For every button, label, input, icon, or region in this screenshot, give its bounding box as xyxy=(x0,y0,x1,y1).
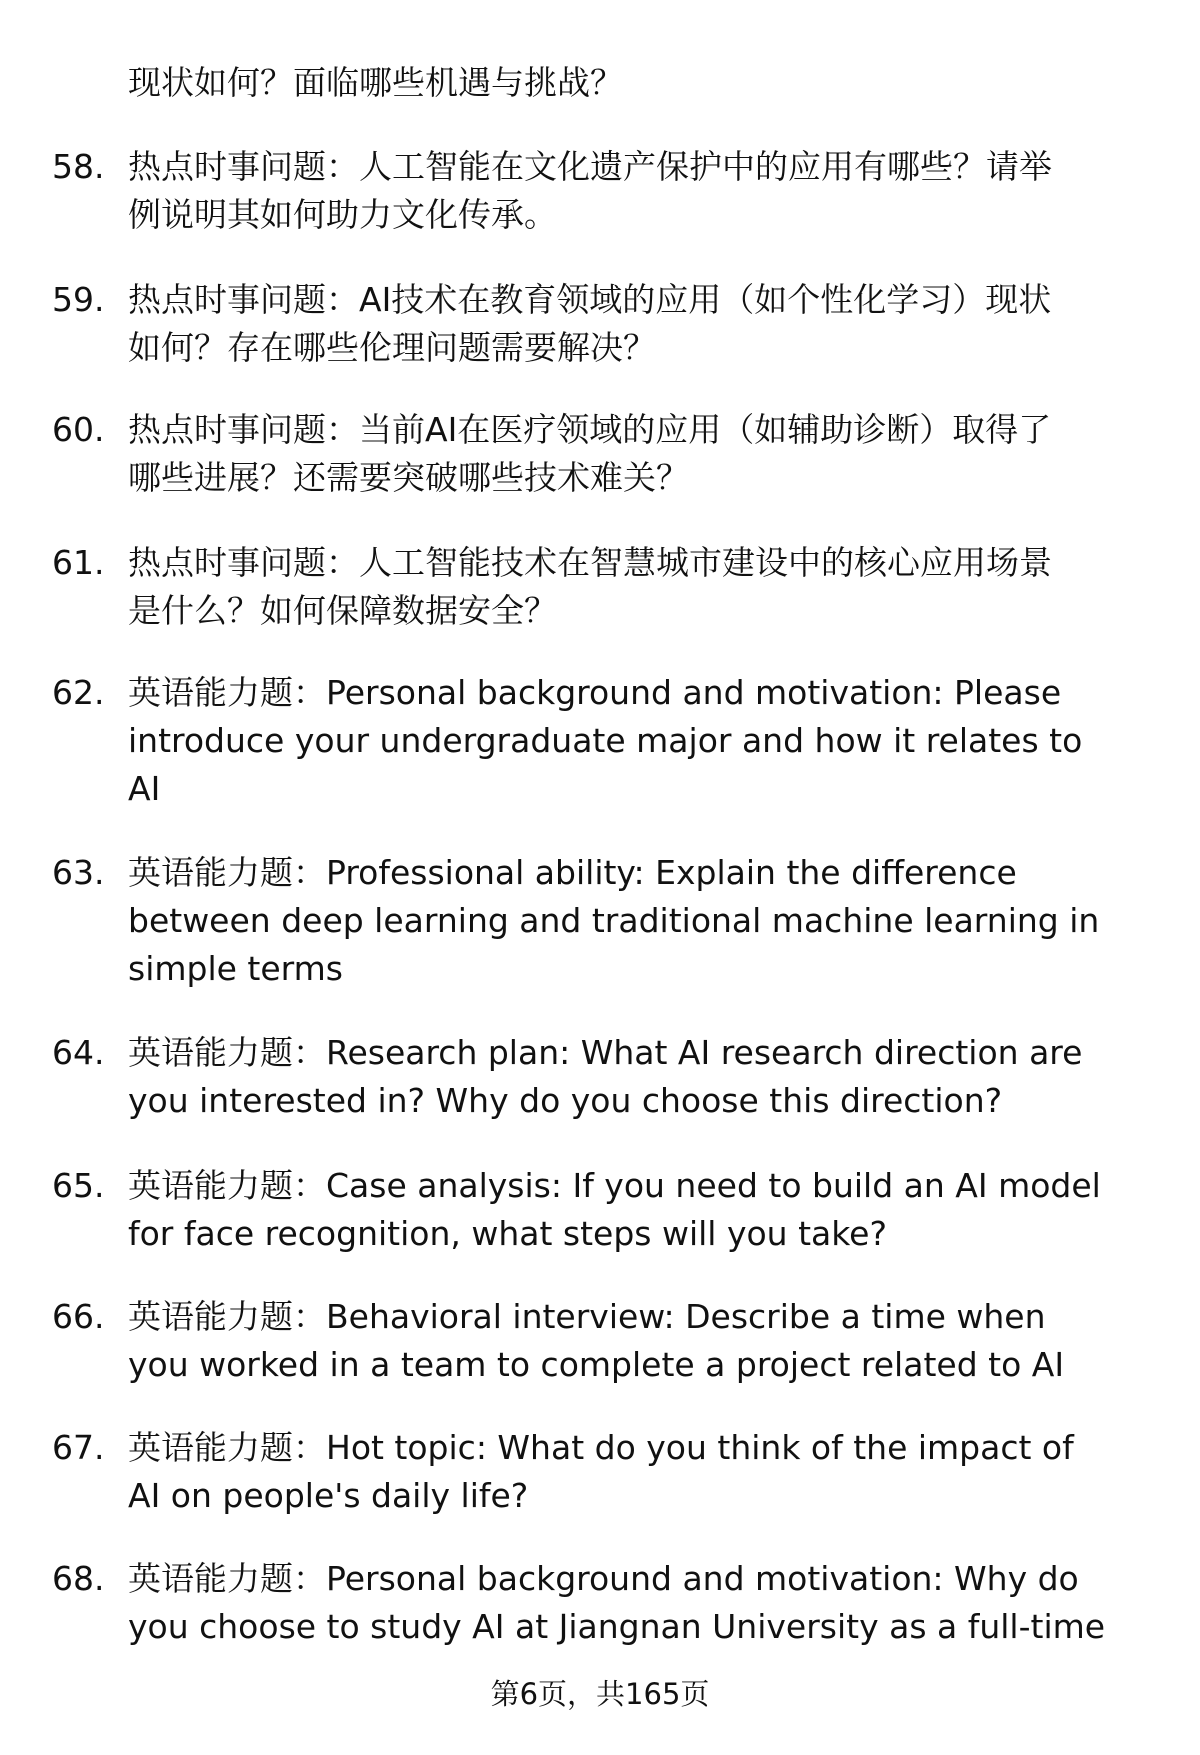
question-number: 64. xyxy=(52,1033,105,1072)
text-line: 现状如何？面临哪些机遇与挑战？ xyxy=(128,63,623,102)
question-text xyxy=(128,143,1052,239)
question-text xyxy=(128,1293,1064,1389)
text-line: AI on people's daily life? xyxy=(128,1476,529,1515)
text-line: 英语能力题：Personal background and motivation: Please xyxy=(128,673,1062,712)
question-text xyxy=(128,1424,1074,1520)
text-line: 热点时事问题：AI技术在教育领域的应用（如个性化学习）现状 xyxy=(128,280,1052,319)
question-number: 65. xyxy=(52,1166,105,1205)
text-line: 英语能力题：Hot topic: What do you think of the impact of xyxy=(128,1428,1074,1467)
text-line: 热点时事问题：人工智能技术在智慧城市建设中的核心应用场景 xyxy=(128,543,1052,582)
text-line: 哪些进展？还需要突破哪些技术难关？ xyxy=(128,458,689,497)
text-line: 英语能力题：Case analysis: If you need to build an AI model xyxy=(128,1166,1101,1205)
question-number: 66. xyxy=(52,1297,105,1336)
page-footer: 第6页，共165页 xyxy=(490,1677,710,1711)
text-line: AI xyxy=(128,769,161,808)
question-number: 68. xyxy=(52,1559,105,1598)
text-line: 是什么？如何保障数据安全？ xyxy=(128,591,557,630)
text-line: you worked in a team to complete a project related to AI xyxy=(128,1345,1065,1384)
question-text xyxy=(128,59,623,107)
text-line: 英语能力题：Personal background and motivation: Why do xyxy=(128,1559,1079,1598)
question-text xyxy=(128,539,1052,635)
text-line: 英语能力题：Professional ability: Explain the difference xyxy=(128,853,1017,892)
question-number: 67. xyxy=(52,1428,105,1467)
text-line: you choose to study AI at Jiangnan University as a full-time xyxy=(128,1607,1106,1646)
question-text xyxy=(128,669,1082,813)
question-text xyxy=(128,1162,1101,1258)
question-number: 59. xyxy=(52,280,105,319)
question-text xyxy=(128,406,1051,502)
text-line: 英语能力题：Research plan: What AI research direction are xyxy=(128,1033,1083,1072)
question-number: 58. xyxy=(52,147,105,186)
question-number: 61. xyxy=(52,543,105,582)
question-number: 60. xyxy=(52,410,105,449)
question-text xyxy=(128,1029,1082,1125)
text-line: for face recognition, what steps will you take? xyxy=(128,1214,887,1253)
text-line: between deep learning and traditional machine learning in xyxy=(128,901,1100,940)
text-line: 如何？存在哪些伦理问题需要解决？ xyxy=(128,328,656,367)
question-text xyxy=(128,849,1099,993)
text-line: simple terms xyxy=(128,949,343,988)
text-line: 热点时事问题：当前AI在医疗领域的应用（如辅助诊断）取得了 xyxy=(128,410,1052,449)
text-line: 英语能力题：Behavioral interview: Describe a time when xyxy=(128,1297,1046,1336)
text-line: you interested in? Why do you choose this direction? xyxy=(128,1081,1003,1120)
question-text xyxy=(128,276,1051,372)
question-number: 63. xyxy=(52,853,105,892)
text-line: introduce your undergraduate major and how it relates to xyxy=(128,721,1083,760)
text-line: 例说明其如何助力文化传承。 xyxy=(128,195,557,234)
question-number: 62. xyxy=(52,673,105,712)
text-line: 热点时事问题：人工智能在文化遗产保护中的应用有哪些？请举 xyxy=(128,147,1052,186)
question-text xyxy=(128,1555,1105,1651)
